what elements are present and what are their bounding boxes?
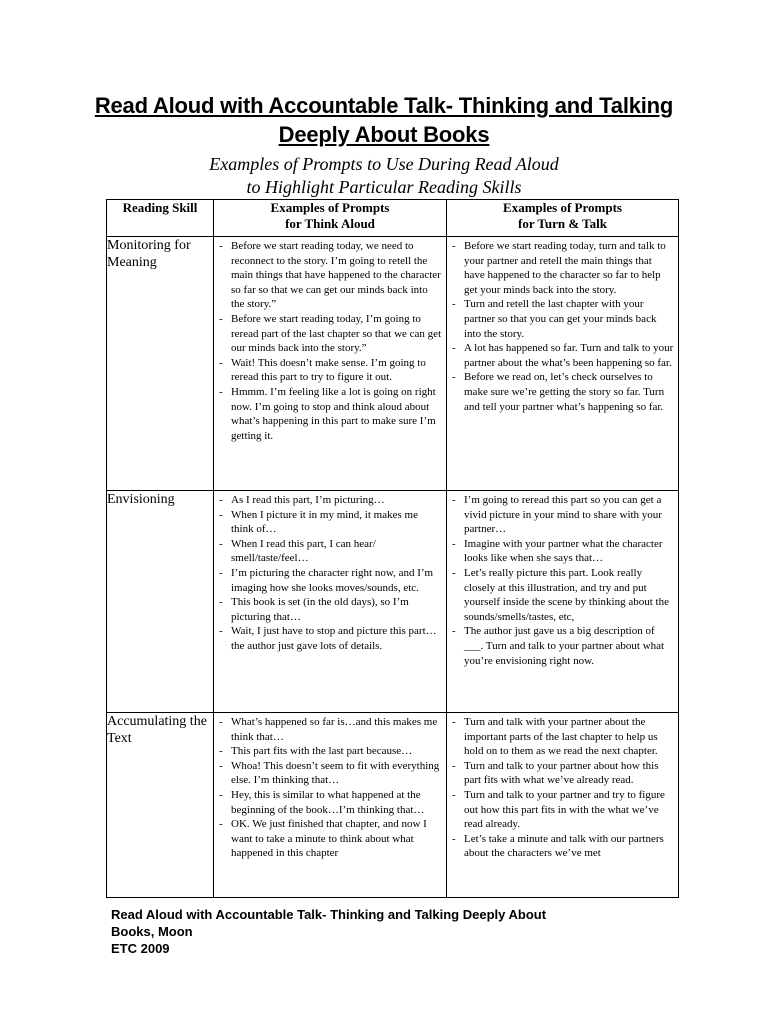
- page-subtitle: [90, 153, 678, 199]
- prompt-item: - Hey, this is similar to what happened at the beginning of the book…I’m thinking that…: [214, 788, 442, 817]
- turn-talk-cell: [447, 491, 679, 713]
- footer-line: Read Aloud with Accountable Talk- Thinking and Talking Deeply About: [111, 907, 547, 922]
- table-row: [107, 237, 679, 491]
- footer-line: ETC 2009: [111, 941, 170, 956]
- think-aloud-cell: [214, 237, 447, 491]
- prompt-item: - Hmmm. I’m feeling like a lot is going on right now. I’m going to stop and think aloud about what’s happening in this part to make sure I’m getting it.: [214, 385, 442, 443]
- turn-talk-cell: [447, 713, 679, 898]
- table-row: [107, 491, 679, 713]
- prompt-item: - Before we start reading today, turn and talk to your partner and retell the main things that have happened to the character so far to help get your minds back into the story.: [447, 239, 674, 297]
- prompt-item: - When I picture it in my mind, it makes me think of…: [214, 508, 442, 537]
- think-aloud-list: [214, 237, 446, 443]
- footer-line: Books, Moon: [111, 924, 193, 939]
- prompts-table: [106, 199, 679, 898]
- prompt-item: - What’s happened so far is…and this makes me think that…: [214, 715, 442, 744]
- header-label: Examples of Prompts: [503, 200, 622, 215]
- subtitle-line: Examples of Prompts to Use During Read Aloud: [209, 154, 559, 174]
- think-aloud-cell: [214, 713, 447, 898]
- header-label: for Think Aloud: [285, 216, 375, 231]
- turn-talk-list: [447, 237, 678, 414]
- turn-talk-cell: [447, 237, 679, 491]
- prompt-item: - Turn and talk to your partner and try to figure out how this part fits in with the what we’ve read already.: [447, 788, 674, 832]
- subtitle-line: to Highlight Particular Reading Skills: [246, 177, 522, 197]
- prompt-item: - OK. We just finished that chapter, and now I want to take a minute to think about what happened in this chapter: [214, 817, 442, 861]
- header-label: Examples of Prompts: [270, 200, 390, 215]
- think-aloud-list: [214, 491, 446, 654]
- table-header-row: [107, 200, 679, 237]
- prompt-item: - The author just gave us a big description of ___. Turn and talk to your partner about what you’re envisioning right now.: [447, 624, 674, 668]
- think-aloud-cell: [214, 491, 447, 713]
- page-title: Read Aloud with Accountable Talk- Thinking and Talking Deeply About Books: [94, 93, 674, 147]
- prompt-item: - Imagine with your partner what the character looks like when she says that…: [447, 537, 674, 566]
- reading-skill-cell: Accumulating the Text: [107, 713, 214, 898]
- prompt-item: - Before we read on, let’s check ourselves to make sure we’re getting the story so far. Turn and tell your partner what’s happening so far.: [447, 370, 674, 414]
- prompt-item: - Wait, I just have to stop and picture this part…the author just gave lots of details.: [214, 624, 442, 653]
- header-think-aloud: [214, 200, 447, 237]
- prompt-item: - Turn and talk to your partner about how this part fits with what we’ve already read.: [447, 759, 674, 788]
- prompt-item: - Whoa! This doesn’t seem to fit with everything else. I’m thinking that…: [214, 759, 442, 788]
- prompt-item: - As I read this part, I’m picturing…: [214, 493, 442, 508]
- prompt-item: - I’m picturing the character right now, and I’m imaging how she looks moves/sounds, etc.: [214, 566, 442, 595]
- prompt-item: - Turn and talk with your partner about the important parts of the last chapter to help us hold on to them as we read the next chapter.: [447, 715, 674, 759]
- header-reading-skill: [107, 200, 214, 237]
- prompt-item: - Wait! This doesn’t make sense. I’m going to reread this part to try to figure it out.: [214, 356, 442, 385]
- header-label: for Turn & Talk: [517, 216, 607, 231]
- prompt-item: - Turn and retell the last chapter with your partner so that you can get your minds back into the story.: [447, 297, 674, 341]
- reading-skill-cell: Monitoring for Meaning: [107, 237, 214, 491]
- prompt-item: - I’m going to reread this part so you can get a vivid picture in your mind to share with your partner…: [447, 493, 674, 537]
- header-turn-talk: [447, 200, 679, 237]
- turn-talk-list: [447, 491, 678, 668]
- prompt-item: - This book is set (in the old days), so I’m picturing that…: [214, 595, 442, 624]
- header-label: Reading Skill: [122, 200, 198, 215]
- prompt-item: - When I read this part, I can hear/ smell/taste/feel…: [214, 537, 442, 566]
- prompt-item: - A lot has happened so far. Turn and talk to your partner about the what’s been happening so far.: [447, 341, 674, 370]
- prompt-item: - Before we start reading today, we need to reconnect to the story. I’m going to retell the main things that have happened to the character so far so that we can get our minds back into the story.”: [214, 239, 442, 312]
- prompt-item: - Before we start reading today, I’m going to reread part of the last chapter so that we can get our minds back into the story.”: [214, 312, 442, 356]
- turn-talk-list: [447, 713, 678, 861]
- prompt-item: - Let’s really picture this part. Look really closely at this illustration, and try and put yourself inside the scene by thinking about the sounds/smells/tastes, etc,: [447, 566, 674, 624]
- think-aloud-list: [214, 713, 446, 861]
- prompt-item: - This part fits with the last part because…: [214, 744, 442, 759]
- reading-skill-cell: Envisioning: [107, 491, 214, 713]
- prompt-item: - Let’s take a minute and talk with our partners about the characters we’ve met: [447, 832, 674, 861]
- table-row: [107, 713, 679, 898]
- document-footer: [111, 906, 671, 957]
